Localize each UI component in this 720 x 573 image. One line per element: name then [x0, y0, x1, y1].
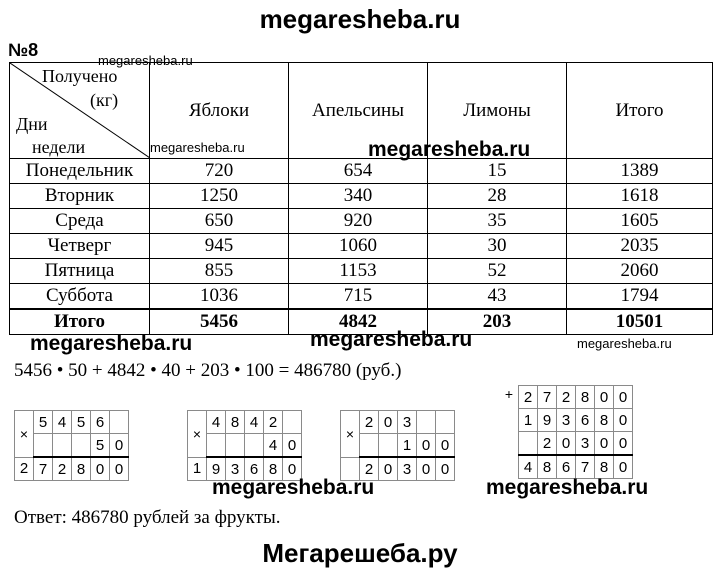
digit: 8 [595, 455, 614, 479]
digit: 2 [264, 411, 283, 434]
table-row [10, 234, 713, 259]
watermark-large: megaresheba.ru [30, 332, 193, 355]
digit: 2 [557, 386, 576, 409]
digit: 0 [110, 434, 129, 458]
watermark-large: megaresheba.ru [310, 328, 473, 351]
total-cell: 1794 [567, 284, 713, 310]
digit: 0 [283, 457, 302, 481]
digit: 0 [379, 411, 398, 434]
day-cell: Суббота [10, 284, 150, 310]
multiply-sign: × [15, 411, 34, 458]
watermark-small: megaresheba.ru [577, 336, 672, 351]
apples-cell: 650 [150, 209, 289, 234]
digit: 0 [614, 386, 633, 409]
answer-text: Ответ: 486780 рублей за фрукты. [14, 507, 281, 528]
grand-total: 10501 [567, 309, 713, 335]
watermark-small: megaresheba.ru [150, 140, 245, 155]
digit [245, 434, 264, 458]
apples-total: 5456 [150, 309, 289, 335]
digit: 8 [595, 409, 614, 432]
header-total: Итого [567, 63, 713, 159]
digit: 0 [436, 434, 455, 458]
digit: 1 [188, 457, 207, 481]
digit: 3 [576, 432, 595, 456]
digit: 8 [576, 386, 595, 409]
header-oranges: Апельсины [289, 63, 428, 159]
digit: 0 [283, 434, 302, 458]
multiply-sign: × [188, 411, 207, 458]
digit: 2 [538, 432, 557, 456]
digit: 9 [538, 409, 557, 432]
digit: 6 [91, 411, 110, 434]
digit: 8 [226, 411, 245, 434]
digit [360, 434, 379, 458]
watermark-large: megaresheba.ru [212, 476, 375, 499]
oranges-cell: 920 [289, 209, 428, 234]
digit [226, 434, 245, 458]
calc-5456x50 [14, 410, 129, 481]
lemons-cell: 35 [428, 209, 567, 234]
total-cell: 2060 [567, 259, 713, 284]
corner-unit: (кг) [90, 90, 119, 110]
digit: 2 [360, 457, 379, 481]
table-row [10, 184, 713, 209]
digit [283, 411, 302, 434]
digit: 7 [538, 386, 557, 409]
digit: 0 [595, 386, 614, 409]
digit: 0 [436, 457, 455, 481]
multiply-sign: × [341, 411, 360, 458]
table-row [10, 209, 713, 234]
watermark-large: megaresheba.ru [486, 476, 649, 499]
calc-sum [500, 385, 633, 479]
digit: 7 [34, 457, 53, 481]
table-row [10, 259, 713, 284]
total-label: Итого [10, 309, 150, 335]
total-cell: 1618 [567, 184, 713, 209]
lemons-total: 203 [428, 309, 567, 335]
digit [436, 411, 455, 434]
calc-203x100 [340, 410, 455, 481]
corner-week: недели [32, 137, 86, 157]
total-cell: 1605 [567, 209, 713, 234]
digit: 2 [53, 457, 72, 481]
digit: 4 [245, 411, 264, 434]
digit: 8 [264, 457, 283, 481]
apples-cell: 855 [150, 259, 289, 284]
oranges-cell: 1060 [289, 234, 428, 259]
fruit-table [9, 62, 713, 335]
digit: 4 [519, 455, 538, 479]
digit: 7 [576, 455, 595, 479]
digit: 8 [72, 457, 91, 481]
day-cell: Среда [10, 209, 150, 234]
lemons-cell: 30 [428, 234, 567, 259]
digit [72, 434, 91, 458]
calc-4842x40 [187, 410, 302, 481]
digit: 5 [72, 411, 91, 434]
corner-days: Дни [16, 114, 48, 134]
day-cell: Понедельник [10, 159, 150, 184]
task-number: №8 [8, 40, 39, 60]
digit: 0 [614, 409, 633, 432]
oranges-cell: 715 [289, 284, 428, 310]
digit: 1 [519, 409, 538, 432]
digit [53, 434, 72, 458]
digit: 0 [417, 457, 436, 481]
watermark-top: megaresheba.ru [259, 4, 461, 34]
oranges-total: 4842 [289, 309, 428, 335]
digit: 8 [538, 455, 557, 479]
oranges-cell: 654 [289, 159, 428, 184]
digit: 4 [53, 411, 72, 434]
digit: 5 [34, 411, 53, 434]
digit: 0 [595, 432, 614, 456]
total-cell: 1389 [567, 159, 713, 184]
digit: 6 [576, 409, 595, 432]
digit [519, 432, 538, 456]
digit: 0 [379, 457, 398, 481]
digit: 2 [519, 386, 538, 409]
apples-cell: 1250 [150, 184, 289, 209]
digit: 9 [207, 457, 226, 481]
total-cell: 2035 [567, 234, 713, 259]
digit: 4 [264, 434, 283, 458]
digit: 0 [417, 434, 436, 458]
day-cell: Четверг [10, 234, 150, 259]
digit: 3 [398, 457, 417, 481]
plus-sign: + [504, 385, 514, 402]
digit [34, 434, 53, 458]
apples-cell: 945 [150, 234, 289, 259]
header-lemons: Лимоны [428, 63, 567, 159]
watermark-small: megaresheba.ru [98, 53, 193, 68]
digit: 6 [557, 455, 576, 479]
day-cell: Пятница [10, 259, 150, 284]
lemons-cell: 28 [428, 184, 567, 209]
digit: 0 [91, 457, 110, 481]
digit [110, 411, 129, 434]
lemons-cell: 52 [428, 259, 567, 284]
digit: 1 [398, 434, 417, 458]
digit: 6 [245, 457, 264, 481]
spacer [500, 455, 519, 479]
digit: 2 [15, 457, 34, 481]
lemons-cell: 43 [428, 284, 567, 310]
header-apples: Яблоки [150, 63, 289, 159]
apples-cell: 720 [150, 159, 289, 184]
digit: 2 [360, 411, 379, 434]
day-cell: Вторник [10, 184, 150, 209]
digit: 0 [614, 455, 633, 479]
corner-received: Получено [42, 66, 118, 86]
digit [379, 434, 398, 458]
digit: 5 [91, 434, 110, 458]
oranges-cell: 340 [289, 184, 428, 209]
watermark-large: megaresheba.ru [368, 138, 531, 161]
digit: 4 [207, 411, 226, 434]
lemons-cell: 15 [428, 159, 567, 184]
table-row [10, 284, 713, 310]
digit [207, 434, 226, 458]
table-row [10, 159, 713, 184]
digit: 3 [557, 409, 576, 432]
equation: 5456 • 50 + 4842 • 40 + 203 • 100 = 486780 (руб.) [14, 360, 402, 381]
oranges-cell: 1153 [289, 259, 428, 284]
digit: 3 [226, 457, 245, 481]
digit: 0 [110, 457, 129, 481]
digit [417, 411, 436, 434]
digit: 0 [614, 432, 633, 456]
watermark-bottom: Мегарешеба.ру [262, 538, 458, 568]
digit: 3 [398, 411, 417, 434]
digit: 0 [557, 432, 576, 456]
apples-cell: 1036 [150, 284, 289, 310]
